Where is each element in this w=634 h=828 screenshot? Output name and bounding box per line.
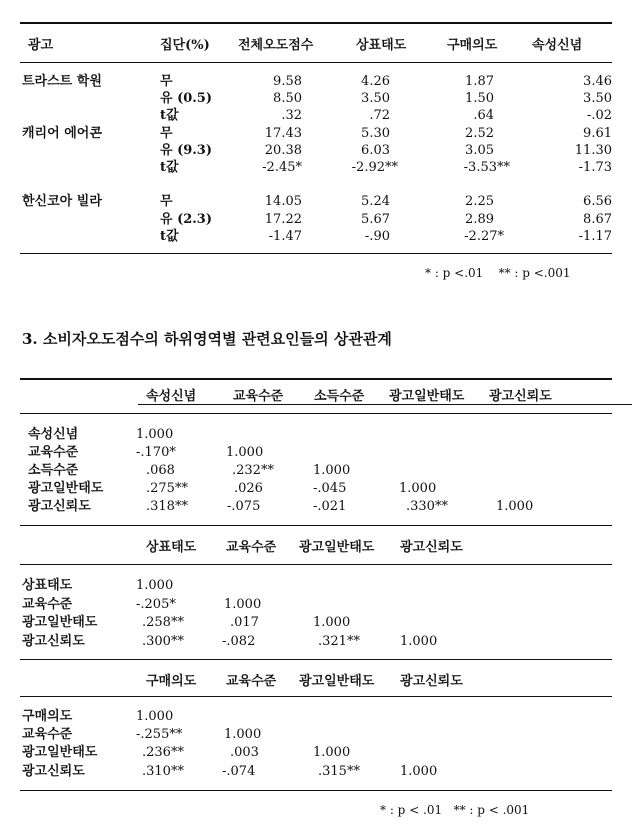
table1-cell: 20.38 xyxy=(264,143,302,158)
table2-row-label: 광고일반태도 xyxy=(22,615,98,630)
table2-cell: .236** xyxy=(142,745,184,760)
table2-block-rule xyxy=(20,659,612,660)
table1-header-brand: 상표태도 xyxy=(356,38,407,53)
table1-row-label: 유 (0.5) xyxy=(160,91,213,106)
table1-row-label: t값 xyxy=(160,160,179,175)
table2-cell: 1.000 xyxy=(136,709,174,724)
table1-row-label: 무 xyxy=(160,74,173,89)
table2-header: 교육수준 xyxy=(233,389,284,404)
table2-header: 구매의도 xyxy=(146,674,197,689)
table1-ad-name: 한신코아 빌라 xyxy=(22,194,102,209)
table2-header: 광고일반태도 xyxy=(299,674,375,689)
table1-header-rule xyxy=(20,62,612,63)
table2-row-label: 광고신뢰도 xyxy=(22,764,85,779)
table2-cell: 1.000 xyxy=(400,634,438,649)
table2-row-label: 상표태도 xyxy=(22,578,73,593)
table2-cell: 1.000 xyxy=(136,427,174,442)
table1-cell: .72 xyxy=(369,108,390,123)
table1-cell: -2.45* xyxy=(262,160,302,175)
table1-cell: 3.50 xyxy=(361,91,390,106)
table1-row-label: t값 xyxy=(160,108,179,123)
table2-cell: -.021 xyxy=(313,499,347,514)
table1-cell: 6.03 xyxy=(361,143,390,158)
table1-header-group: 집단(%) xyxy=(160,38,210,53)
table1-cell: 14.05 xyxy=(264,194,302,209)
table1-cell: -2.27* xyxy=(464,229,504,244)
table2-row-label: 구매의도 xyxy=(22,709,73,724)
table1-ad-name: 트라스트 학원 xyxy=(22,74,102,89)
table1-cell: -1.73 xyxy=(578,160,612,175)
table2-cell: -.255** xyxy=(136,727,183,742)
table2-cell: 1.000 xyxy=(136,578,174,593)
table2-cell: 1.000 xyxy=(400,764,438,779)
table2-header: 속성신념 xyxy=(146,389,197,404)
table2-row-label: 교육수준 xyxy=(22,727,73,742)
table2-block-rule xyxy=(20,696,612,697)
section-title: 3. 소비자오도점수의 하위영역별 관련요인들의 상관관계 xyxy=(22,330,392,348)
table1-cell: 5.24 xyxy=(361,194,390,209)
table2-cell: .003 xyxy=(230,745,259,760)
table2-cell: -.170* xyxy=(136,445,176,460)
table1-cell: 2.52 xyxy=(465,126,494,141)
table1-cell: 1.87 xyxy=(465,74,494,89)
table2-cell: .232** xyxy=(232,463,274,478)
table1-cell: 5.67 xyxy=(361,212,390,227)
table1-cell: 3.50 xyxy=(583,91,612,106)
table2-cell: .026 xyxy=(234,481,263,496)
table1-cell: -.90 xyxy=(364,229,390,244)
table2-header: 광고신뢰도 xyxy=(489,389,552,404)
table1-cell: -3.53** xyxy=(463,160,510,175)
table2-cell: 1.000 xyxy=(313,615,351,630)
table1-bottom-rule xyxy=(20,253,612,254)
table1-row-label: 유 (9.3) xyxy=(160,143,213,158)
table1-cell: .64 xyxy=(473,108,494,123)
table1-cell: 6.56 xyxy=(583,194,612,209)
table2-block-rule xyxy=(20,525,612,526)
table2-cell: 1.000 xyxy=(496,499,534,514)
table2-cell: 1.000 xyxy=(399,481,437,496)
table2-cell: .275** xyxy=(146,481,188,496)
table2-cell: -.075 xyxy=(227,499,261,514)
table2-cell: .321** xyxy=(318,634,360,649)
table2-header-rule xyxy=(138,404,632,405)
table2-header: 소득수준 xyxy=(314,389,365,404)
table2-cell: 1.000 xyxy=(313,745,351,760)
table2-cell: .017 xyxy=(230,615,259,630)
table2-row-label: 소득수준 xyxy=(28,463,79,478)
table2-header: 광고일반태도 xyxy=(389,389,465,404)
table1-header-ad: 광고 xyxy=(28,38,54,53)
table1-cell: .32 xyxy=(281,108,302,123)
table2-cell: -.074 xyxy=(222,764,256,779)
table1-cell: 9.58 xyxy=(273,74,302,89)
table2-cell: 1.000 xyxy=(224,597,262,612)
table1-row-label: 무 xyxy=(160,194,173,209)
table2-header: 교육수준 xyxy=(226,540,277,555)
table2-row-label: 교육수준 xyxy=(28,445,79,460)
table1-cell: 11.30 xyxy=(574,143,612,158)
table2-top-rule xyxy=(20,378,612,380)
table1-top-rule xyxy=(20,22,612,24)
table2-footnote: * : p < .01 ** : p < .001 xyxy=(380,803,530,817)
table1-cell: -.02 xyxy=(586,108,612,123)
table1-cell: 5.30 xyxy=(361,126,390,141)
table1-header-purchase: 구매의도 xyxy=(447,38,498,53)
table2-cell: -.045 xyxy=(313,481,347,496)
table1-cell: -2.92** xyxy=(351,160,398,175)
table1-cell: 8.50 xyxy=(273,91,302,106)
table1-cell: -1.17 xyxy=(578,229,612,244)
table2-cell: -.082 xyxy=(222,634,256,649)
table2-bottom-rule xyxy=(20,790,612,791)
table1-cell: 8.67 xyxy=(583,212,612,227)
table1-cell: 1.50 xyxy=(465,91,494,106)
table2-row-label: 교육수준 xyxy=(22,597,73,612)
table2-row-label: 광고일반태도 xyxy=(28,481,104,496)
table1-cell: 3.05 xyxy=(465,143,494,158)
table2-cell: -.205* xyxy=(136,597,176,612)
table1-header-belief: 속성신념 xyxy=(532,38,583,53)
table2-header: 광고신뢰도 xyxy=(400,674,463,689)
table1-cell: 17.43 xyxy=(264,126,302,141)
table2-header: 광고신뢰도 xyxy=(400,540,463,555)
table2-row-label: 광고신뢰도 xyxy=(28,499,91,514)
table2-cell: 1.000 xyxy=(224,727,262,742)
table2-cell: 1.000 xyxy=(226,445,264,460)
table2-header: 광고일반태도 xyxy=(299,540,375,555)
table1-cell: 17.22 xyxy=(264,212,302,227)
table2-row-label: 광고신뢰도 xyxy=(22,634,85,649)
table1-ad-name: 캐리어 에어콘 xyxy=(22,126,102,141)
table2-cell: .318** xyxy=(146,499,188,514)
table1-cell: -1.47 xyxy=(268,229,302,244)
table1-cell: 4.26 xyxy=(361,74,390,89)
table2-cell: .330** xyxy=(406,499,448,514)
table2-block-rule xyxy=(20,564,612,565)
table2-header: 교육수준 xyxy=(226,674,277,689)
table1-row-label: t값 xyxy=(160,229,179,244)
table2-header: 상표태도 xyxy=(146,540,197,555)
table2-block-rule xyxy=(20,413,612,414)
table2-cell: 1.000 xyxy=(313,463,351,478)
table1-row-label: 유 (2.3) xyxy=(160,212,213,227)
table1-cell: 3.46 xyxy=(583,74,612,89)
table1-footnote: * : p <.01 ** : p <.001 xyxy=(425,266,571,280)
table1-cell: 2.89 xyxy=(465,212,494,227)
table2-cell: .068 xyxy=(146,463,175,478)
table2-cell: .258** xyxy=(142,615,184,630)
table2-cell: .310** xyxy=(142,764,184,779)
table1-header-total: 전체오도점수 xyxy=(238,38,314,53)
table2-cell: .300** xyxy=(142,634,184,649)
table2-cell: .315** xyxy=(318,764,360,779)
table1-cell: 9.61 xyxy=(583,126,612,141)
table1-cell: 2.25 xyxy=(465,194,494,209)
table1-row-label: 무 xyxy=(160,126,173,141)
table2-row-label: 광고일반태도 xyxy=(22,745,98,760)
table2-row-label: 속성신념 xyxy=(28,427,79,442)
